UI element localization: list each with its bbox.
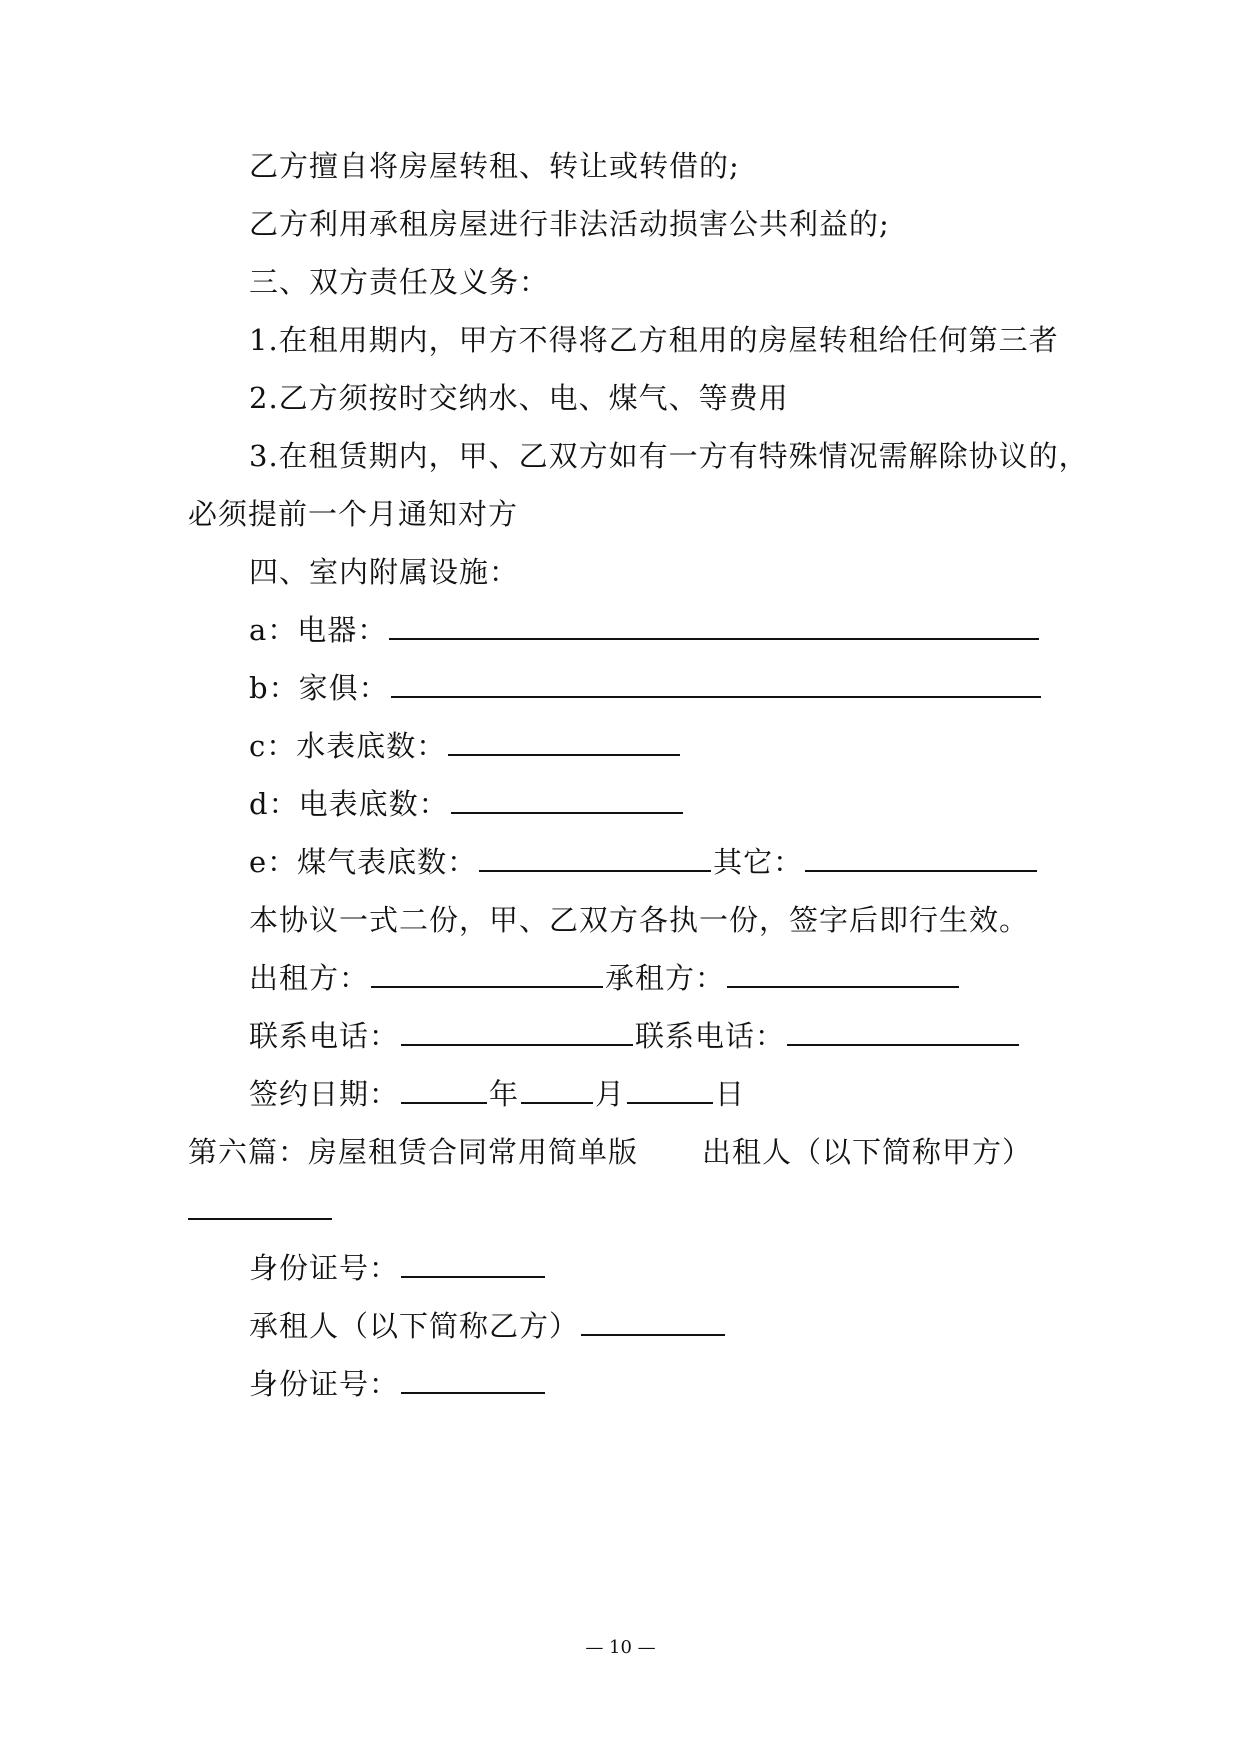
phone1-blank[interactable] xyxy=(401,1018,633,1046)
paragraph: 乙方擅自将房屋转租、转让或转借的; xyxy=(249,149,740,183)
other-blank[interactable] xyxy=(805,844,1037,872)
section-heading: 四、室内附属设施： xyxy=(249,555,520,589)
party-a-line xyxy=(188,1190,334,1230)
signature-date: 签约日期： 年 月 日 xyxy=(249,1077,746,1111)
facility-gas-meter: e：煤气表底数： 其它： xyxy=(249,842,1039,882)
id-b-blank[interactable] xyxy=(401,1366,545,1394)
water-meter-blank[interactable] xyxy=(448,728,680,756)
facility-electric-meter: d：电表底数： xyxy=(249,784,685,824)
furniture-blank[interactable] xyxy=(391,670,1041,698)
electric-meter-blank[interactable] xyxy=(451,786,683,814)
paragraph: 乙方利用承租房屋进行非法活动损害公共利益的; xyxy=(249,207,890,241)
lessee-blank[interactable] xyxy=(727,960,959,988)
id-a-blank[interactable] xyxy=(401,1250,545,1278)
list-item: 3.在租赁期内，甲、乙双方如有一方有特殊情况需解除协议的， xyxy=(249,439,1089,473)
list-item: 1.在租用期内，甲方不得将乙方租用的房屋转租给任何第三者 xyxy=(249,323,1059,357)
id-number-b: 身份证号： xyxy=(249,1364,547,1404)
list-item-continuation: 必须提前一个月通知对方 xyxy=(188,497,519,531)
phone2-blank[interactable] xyxy=(787,1018,1019,1046)
chapter-heading: 第六篇：房屋租赁合同常用简单版 出租人（以下简称甲方） xyxy=(188,1135,1033,1169)
signature-phones: 联系电话： 联系电话： xyxy=(249,1016,1021,1056)
facility-appliances: a：电器： xyxy=(249,610,1041,650)
signature-parties: 出租方： 承租方： xyxy=(249,958,961,998)
id-number-a: 身份证号： xyxy=(249,1248,547,1288)
lessor-blank[interactable] xyxy=(371,960,603,988)
section-heading: 三、双方责任及义务： xyxy=(249,265,550,299)
party-b: 承租人（以下简称乙方） xyxy=(249,1306,727,1346)
party-a-blank[interactable] xyxy=(188,1192,332,1220)
appliances-blank[interactable] xyxy=(389,612,1039,640)
day-blank[interactable] xyxy=(627,1076,713,1104)
year-blank[interactable] xyxy=(401,1076,487,1104)
paragraph: 本协议一式二份，甲、乙双方各执一份，签字后即行生效。 xyxy=(249,903,1030,937)
list-item: 2.乙方须按时交纳水、电、煤气、等费用 xyxy=(249,381,789,415)
party-b-blank[interactable] xyxy=(581,1308,725,1336)
month-blank[interactable] xyxy=(521,1076,593,1104)
facility-furniture: b：家俱： xyxy=(249,668,1043,708)
facility-water-meter: c：水表底数： xyxy=(249,726,682,766)
gas-meter-blank[interactable] xyxy=(479,844,711,872)
page-number: — 10 — xyxy=(585,1637,656,1658)
